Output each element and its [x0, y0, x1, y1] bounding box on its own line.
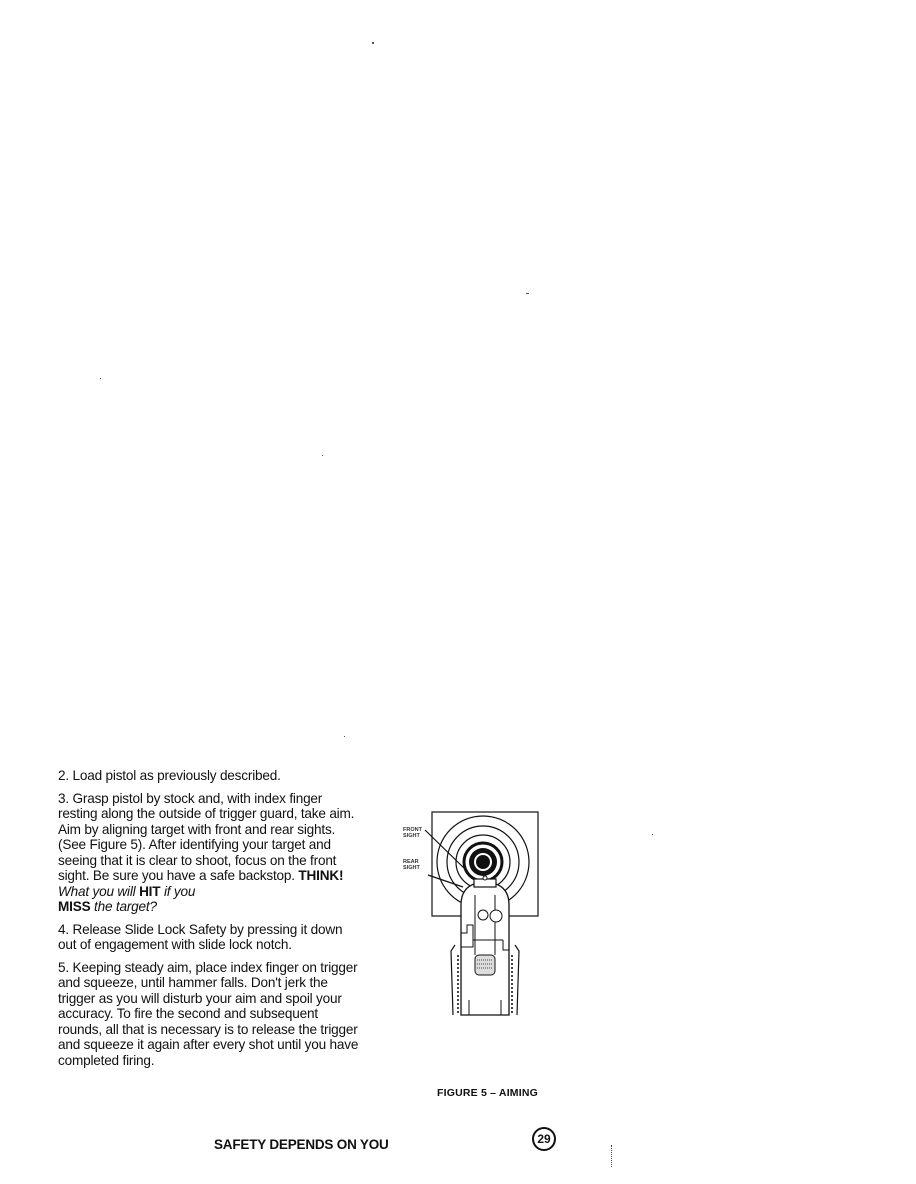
- scan-speck: [652, 834, 653, 835]
- page-number: 29: [532, 1127, 556, 1151]
- step-3: 3. Grasp pistol by stock and, with index finger resting along the outside of trigger guard, take aim. Aim by aligning target with front and rear sights. (See Figure 5). After identifying your target and seeing that it is clear to shoot, focus on the front sight. Be sure you have a safe backstop. THINK! What you will HIT if you MISS the target?: [58, 790, 355, 914]
- step-4: 4. Release Slide Lock Safety by pressing it down out of engagement with slide lock notch.: [58, 921, 343, 952]
- front-sight-label: FRONT SIGHT: [403, 827, 422, 839]
- step-5: 5. Keeping steady aim, place index finger on trigger and squeeze, until hammer falls. Don't jerk the trigger as you will disturb your aim and spoil your accuracy. To fire the second and subsequent rounds, all that is necessary is to release the trigger and squeeze it again after every shot until you have completed firing.: [58, 959, 359, 1068]
- footer-slogan: SAFETY DEPENDS ON YOU: [214, 1137, 389, 1152]
- rear-sight-label: REAR SIGHT: [403, 859, 420, 871]
- instructions-column: [58, 768, 363, 1075]
- scan-speck: [322, 455, 323, 456]
- scan-speck: [100, 378, 101, 379]
- scan-speck: [526, 293, 529, 294]
- figure-aiming: [395, 805, 555, 1025]
- figure-caption: FIGURE 5 – AIMING: [437, 1087, 539, 1099]
- scan-edge-mark: [611, 1145, 613, 1167]
- step-2: 2. Load pistol as previously described.: [58, 768, 281, 783]
- scan-speck: [372, 42, 374, 44]
- scan-speck: [344, 736, 345, 737]
